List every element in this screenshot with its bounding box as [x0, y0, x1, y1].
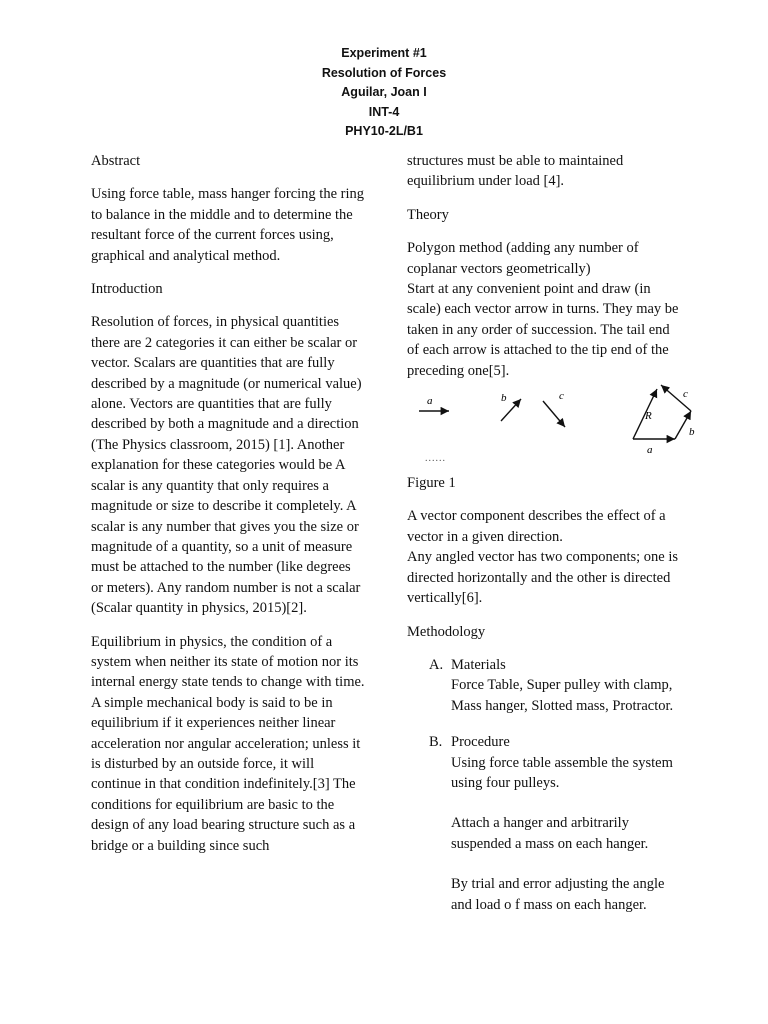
list-marker: B. [429, 734, 443, 751]
vector-b-label: b [501, 392, 507, 405]
figure-1-vector-diagram [401, 383, 731, 465]
introduction-paragraph-2-continued: structures must be able to maintained equilibrium under load [4]. [407, 153, 624, 190]
vector-diagram-svg [401, 383, 731, 465]
theory-line-polygon-method: Polygon method (adding any number of coplanar vectors geometrically) [407, 240, 639, 277]
right-column [407, 151, 695, 931]
polygon-label-r: R [645, 410, 652, 423]
abstract-heading: Abstract [91, 153, 141, 169]
author-name: Aguilar, Joan I [341, 85, 427, 99]
list-marker: A. [429, 656, 444, 673]
theory-heading: Theory [407, 206, 449, 223]
procedure-step-3: By trial and error adjusting the angle and load o f mass on each hanger. [451, 876, 665, 913]
introduction-heading: Introduction [91, 281, 163, 298]
polygon-label-c: c [683, 388, 688, 401]
vector-c-arrow [543, 401, 565, 427]
polygon-label-b: b [689, 426, 695, 439]
introduction-paragraph-1: Resolution of forces, in physical quantities there are 2 categories it can either be scalar or vector. Scalars are quantities that are fully described by a magnitude (or numerical value) alone. Vectors are quantities that are fully described by both a magnitude and a direction (The Physics classroom, 2015) [1]. Another explanation for these categories would be A scalar is any quantity that only requires a magnitude or size to describe it completely. A scalar is any number that gives you the size or magnitude of a quantity, so a unit of measure must be attached to the number (like degrees or meters). Any random number is not a scalar (Scalar quantity in physics, 2015)[2]. [91, 314, 362, 617]
procedure-step-1: Using force table assemble the system using four pulleys. [451, 754, 673, 791]
vector-c-label: c [559, 390, 564, 403]
theory-line-vector-component: A vector component describes the effect of a vector in a given direction. [407, 508, 666, 545]
section-code: INT-4 [368, 104, 400, 119]
methodology-item-procedure [407, 732, 683, 915]
figure-dots: ...... [425, 453, 446, 465]
document-header [0, 44, 768, 142]
list-item-title: Procedure [451, 734, 510, 751]
theory-line-procedure: Start at any convenient point and draw (in scale) each vector arrow in turns. They may be taken in any order of succession. The tail end of each arrow is attached to the tip end of the preceding one[5]. [407, 281, 679, 379]
course-code: PHY10-2L/B1 [345, 124, 423, 138]
polygon-label-a: a [647, 444, 653, 457]
vector-a-label: a [427, 395, 433, 408]
introduction-paragraph-2: Equilibrium in physics, the condition of a system when neither its state of motion nor its internal energy state tends to change with time. A simple mechanical body is said to be in equilibrium if it experiences neither linear acceleration nor angular acceleration; unless it is disturbed by an outside force, it will continue in that condition indefinitely.[3] The conditions for equilibrium are basic to the design of any load bearing structure such as a bridge or a building since such [91, 633, 365, 854]
methodology-list [407, 655, 683, 915]
theory-paragraph-1 [407, 238, 683, 381]
left-column [91, 151, 365, 869]
procedure-step-2: Attach a hanger and arbitrarily suspended a mass on each hanger. [451, 815, 649, 852]
methodology-item-materials [407, 655, 683, 716]
theory-paragraph-2 [407, 506, 683, 608]
materials-text: Force Table, Super pulley with clamp, Mass hanger, Slotted mass, Protractor. [451, 677, 674, 714]
theory-line-angled-vector: Any angled vector has two components; one is directed horizontally and the other is directed vertically[6]. [407, 549, 679, 607]
list-item-title: Materials [451, 656, 506, 673]
methodology-heading: Methodology [407, 623, 486, 640]
document-title: Resolution of Forces [321, 65, 447, 80]
figure-1-caption: Figure 1 [407, 475, 456, 492]
abstract-text: Using force table, mass hanger forcing the ring to balance in the middle and to determine the resultant force of the current forces using, graphical and analytical method. [91, 186, 364, 264]
experiment-number: Experiment #1 [341, 46, 427, 60]
